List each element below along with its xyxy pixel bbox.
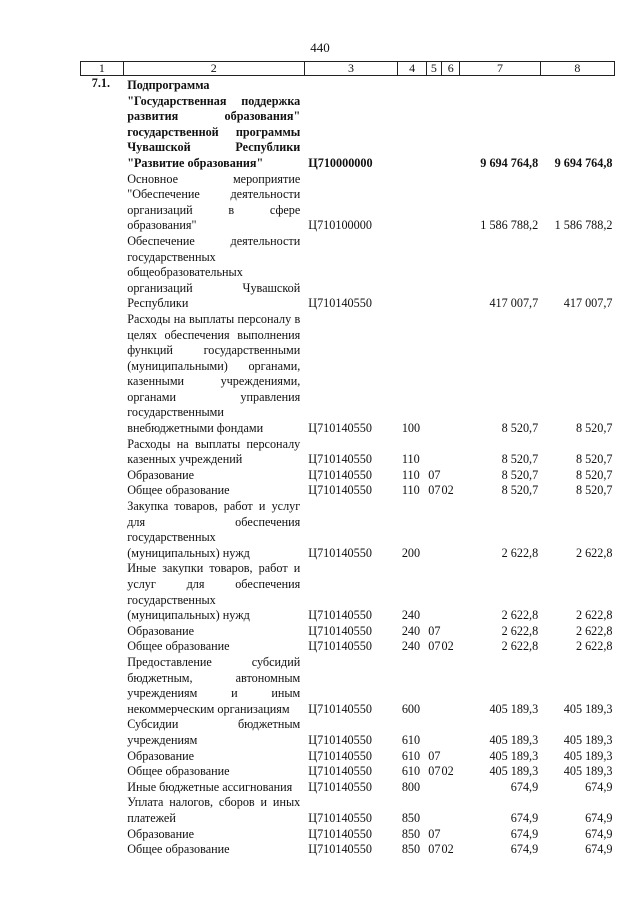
subsection-code: [442, 437, 460, 468]
row-number: [81, 717, 124, 748]
amount-col8: 2 622,8: [575, 545, 613, 560]
table-row: [81, 483, 615, 499]
section-code: [426, 717, 441, 748]
subsection-code: [442, 624, 460, 640]
amount-col7: 2 622,8: [501, 623, 539, 638]
subsection-code: [442, 827, 460, 843]
amount-col8: 405 189,3: [563, 748, 613, 763]
subsection-code: 02: [441, 483, 454, 498]
subsection-code: [442, 312, 460, 437]
column-header: 5: [426, 62, 441, 76]
table-row: [81, 717, 615, 748]
row-number: [81, 764, 124, 780]
table-row: [81, 749, 615, 765]
row-number: [81, 172, 124, 234]
row-number: [81, 639, 124, 655]
amount-col7: 674,9: [510, 826, 539, 841]
item-name: Иные закупки товаров, работ и услуг для обеспечения государственных (муниципальных) нужд: [127, 561, 301, 623]
table-row: [81, 312, 615, 437]
subsection-code: 02: [441, 842, 454, 857]
subsection-code: [442, 234, 460, 312]
item-name: Образование: [127, 826, 195, 841]
expense-type-code: 100: [401, 421, 421, 436]
target-article-code: Ц710140550: [308, 764, 372, 779]
table-row: [81, 842, 615, 858]
target-article-code: Ц710140550: [308, 608, 372, 623]
item-name: Образование: [127, 467, 195, 482]
section-code: 07: [428, 748, 441, 763]
item-name: Обеспечение деятельности государственных общеобразовательных организаций Чувашской Республики: [127, 233, 301, 311]
amount-col8: 8 520,7: [575, 421, 613, 436]
page-number: 440: [310, 40, 330, 55]
target-article-code: Ц710140550: [308, 779, 372, 794]
subsection-code: [442, 76, 460, 172]
amount-col8: 1 586 788,2: [554, 218, 613, 233]
item-name: Подпрограмма "Государственная поддержка развития образования" государственной программы Чувашской Республики "Развитие образования": [127, 78, 301, 170]
budget-table: [80, 61, 615, 858]
expense-type-code: 850: [401, 810, 421, 825]
expense-type-code: 110: [401, 467, 420, 482]
subsection-code: 02: [441, 764, 454, 779]
table-row: [81, 561, 615, 623]
amount-col7: 405 189,3: [489, 701, 539, 716]
amount-col8: 405 189,3: [563, 764, 613, 779]
column-header: 1: [81, 62, 124, 76]
section-code: 07: [428, 842, 441, 857]
expense-type-code: 240: [401, 639, 421, 654]
section-code: 07: [428, 826, 441, 841]
item-name: Предоставление субсидий бюджетным, автономным учреждениям и иным некоммерческим организациям: [127, 654, 301, 716]
subsection-code: [442, 655, 460, 717]
section-code: [426, 561, 441, 623]
subsection-code: [442, 795, 460, 826]
section-code: [426, 76, 441, 172]
amount-col8: 674,9: [585, 842, 613, 857]
amount-col8: 417 007,7: [563, 296, 613, 311]
section-code: [426, 655, 441, 717]
amount-col7: 8 520,7: [501, 452, 539, 467]
target-article-code: Ц710140550: [308, 421, 372, 436]
amount-col8: 8 520,7: [575, 467, 613, 482]
item-name: Основное мероприятие "Обеспечение деятельности организаций в сфере образования": [127, 171, 301, 233]
table-row: [81, 468, 615, 484]
item-name: Иные бюджетные ассигнования: [127, 779, 293, 794]
row-number: [81, 827, 124, 843]
column-header: 8: [540, 62, 614, 76]
item-name: Расходы на выплаты персоналу в целях обеспечения выполнения функций государственными (муниципальными) органами, казенными учреждениями, органами управления государственными внебюджетными фондами: [127, 311, 301, 436]
table-row: [81, 499, 615, 561]
row-number: [81, 437, 124, 468]
row-number: [81, 749, 124, 765]
amount-col7: 674,9: [510, 810, 539, 825]
subsection-code: [442, 172, 460, 234]
amount-col8: 8 520,7: [575, 483, 613, 498]
expense-type-code: 610: [401, 748, 421, 763]
column-header: 4: [398, 62, 426, 76]
row-number: [81, 499, 124, 561]
amount-col7: 405 189,3: [489, 748, 539, 763]
table-row: [81, 764, 615, 780]
amount-col8: 674,9: [585, 810, 613, 825]
subsection-code: [442, 780, 460, 796]
section-code: [426, 234, 441, 312]
target-article-code: Ц710140550: [308, 748, 372, 763]
amount-col7: 9 694 764,8: [480, 155, 539, 170]
expense-type-code: 800: [401, 779, 421, 794]
expense-type-code: 610: [401, 764, 421, 779]
expense-type-code: 850: [401, 826, 421, 841]
section-code: [426, 437, 441, 468]
expense-type-code: [398, 234, 426, 312]
subsection-code: [442, 499, 460, 561]
amount-col7: 8 520,7: [501, 421, 539, 436]
row-number: [81, 468, 124, 484]
table-row: [81, 780, 615, 796]
target-article-code: Ц710140550: [308, 483, 372, 498]
expense-type-code: 600: [401, 701, 421, 716]
row-number: [81, 655, 124, 717]
amount-col7: 405 189,3: [489, 764, 539, 779]
section-code: 07: [428, 623, 441, 638]
target-article-code: Ц710140550: [308, 732, 372, 747]
row-number: [81, 795, 124, 826]
target-article-code: Ц710140550: [308, 810, 372, 825]
row-number: 7.1.: [91, 76, 110, 90]
table-row: [81, 234, 615, 312]
amount-col7: 674,9: [510, 842, 539, 857]
amount-col7: 417 007,7: [489, 296, 539, 311]
table-body: [81, 76, 615, 858]
section-code: 07: [428, 467, 441, 482]
subsection-code: [442, 717, 460, 748]
table-row: [81, 795, 615, 826]
section-code: 07: [428, 483, 441, 498]
target-article-code: Ц710140550: [308, 467, 372, 482]
column-header: 3: [304, 62, 398, 76]
amount-col8: 9 694 764,8: [554, 155, 613, 170]
amount-col8: 674,9: [585, 779, 613, 794]
subsection-code: [442, 468, 460, 484]
subsection-code: [442, 749, 460, 765]
target-article-code: Ц710140550: [308, 452, 372, 467]
target-article-code: Ц710140550: [308, 623, 372, 638]
amount-col7: 2 622,8: [501, 608, 539, 623]
row-number: [81, 561, 124, 623]
subsection-code: 02: [441, 639, 454, 654]
target-article-code: Ц710140550: [308, 701, 372, 716]
column-header: 2: [123, 62, 304, 76]
expense-type-code: 240: [401, 623, 421, 638]
item-name: Общее образование: [127, 764, 230, 779]
amount-col8: 2 622,8: [575, 608, 613, 623]
amount-col8: 405 189,3: [563, 732, 613, 747]
amount-col8: 405 189,3: [563, 701, 613, 716]
target-article-code: Ц710100000: [308, 218, 372, 233]
row-number: [81, 842, 124, 858]
amount-col8: 2 622,8: [575, 639, 613, 654]
item-name: Общее образование: [127, 639, 230, 654]
table-row: [81, 655, 615, 717]
expense-type-code: [398, 76, 426, 172]
section-code: [426, 172, 441, 234]
item-name: Образование: [127, 748, 195, 763]
section-code: [426, 312, 441, 437]
expense-type-code: 610: [401, 732, 421, 747]
amount-col7: 405 189,3: [489, 732, 539, 747]
target-article-code: Ц710140550: [308, 296, 372, 311]
table-row: [81, 639, 615, 655]
amount-col8: 2 622,8: [575, 623, 613, 638]
expense-type-code: 110: [401, 483, 420, 498]
row-number: [81, 780, 124, 796]
section-code: 07: [428, 764, 441, 779]
column-header: 6: [442, 62, 460, 76]
column-number-header: [81, 62, 615, 76]
amount-col7: 2 622,8: [501, 545, 539, 560]
target-article-code: Ц710140550: [308, 545, 372, 560]
column-header: 7: [460, 62, 540, 76]
section-code: [426, 795, 441, 826]
amount-col7: 8 520,7: [501, 483, 539, 498]
target-article-code: Ц710140550: [308, 639, 372, 654]
expense-type-code: 110: [401, 452, 420, 467]
table-row: [81, 76, 615, 172]
item-name: Общее образование: [127, 483, 230, 498]
amount-col8: 674,9: [585, 826, 613, 841]
table-row: [81, 437, 615, 468]
row-number: [81, 234, 124, 312]
item-name: Образование: [127, 623, 195, 638]
item-name: Закупка товаров, работ и услуг для обеспечения государственных (муниципальных) нужд: [127, 499, 301, 560]
amount-col7: 8 520,7: [501, 467, 539, 482]
expense-type-code: 850: [401, 842, 421, 857]
item-name: Субсидии бюджетным учреждениям: [127, 717, 301, 747]
row-number: [81, 312, 124, 437]
item-name: Расходы на выплаты персоналу казенных учреждений: [127, 436, 301, 467]
expense-type-code: 200: [401, 545, 421, 560]
table-row: [81, 827, 615, 843]
section-code: [426, 780, 441, 796]
section-code: 07: [428, 639, 441, 654]
section-code: [426, 499, 441, 561]
row-number: [81, 624, 124, 640]
target-article-code: Ц710000000: [308, 155, 373, 170]
amount-col7: 1 586 788,2: [480, 218, 539, 233]
target-article-code: Ц710140550: [308, 826, 372, 841]
table-row: [81, 624, 615, 640]
row-number: [81, 483, 124, 499]
expense-type-code: 240: [401, 608, 421, 623]
expense-type-code: [398, 172, 426, 234]
amount-col8: 8 520,7: [575, 452, 613, 467]
table-row: [81, 172, 615, 234]
amount-col7: 2 622,8: [501, 639, 539, 654]
item-name: Уплата налогов, сборов и иных платежей: [127, 795, 301, 825]
target-article-code: Ц710140550: [308, 842, 372, 857]
amount-col7: 674,9: [510, 779, 539, 794]
subsection-code: [442, 561, 460, 623]
item-name: Общее образование: [127, 842, 230, 857]
